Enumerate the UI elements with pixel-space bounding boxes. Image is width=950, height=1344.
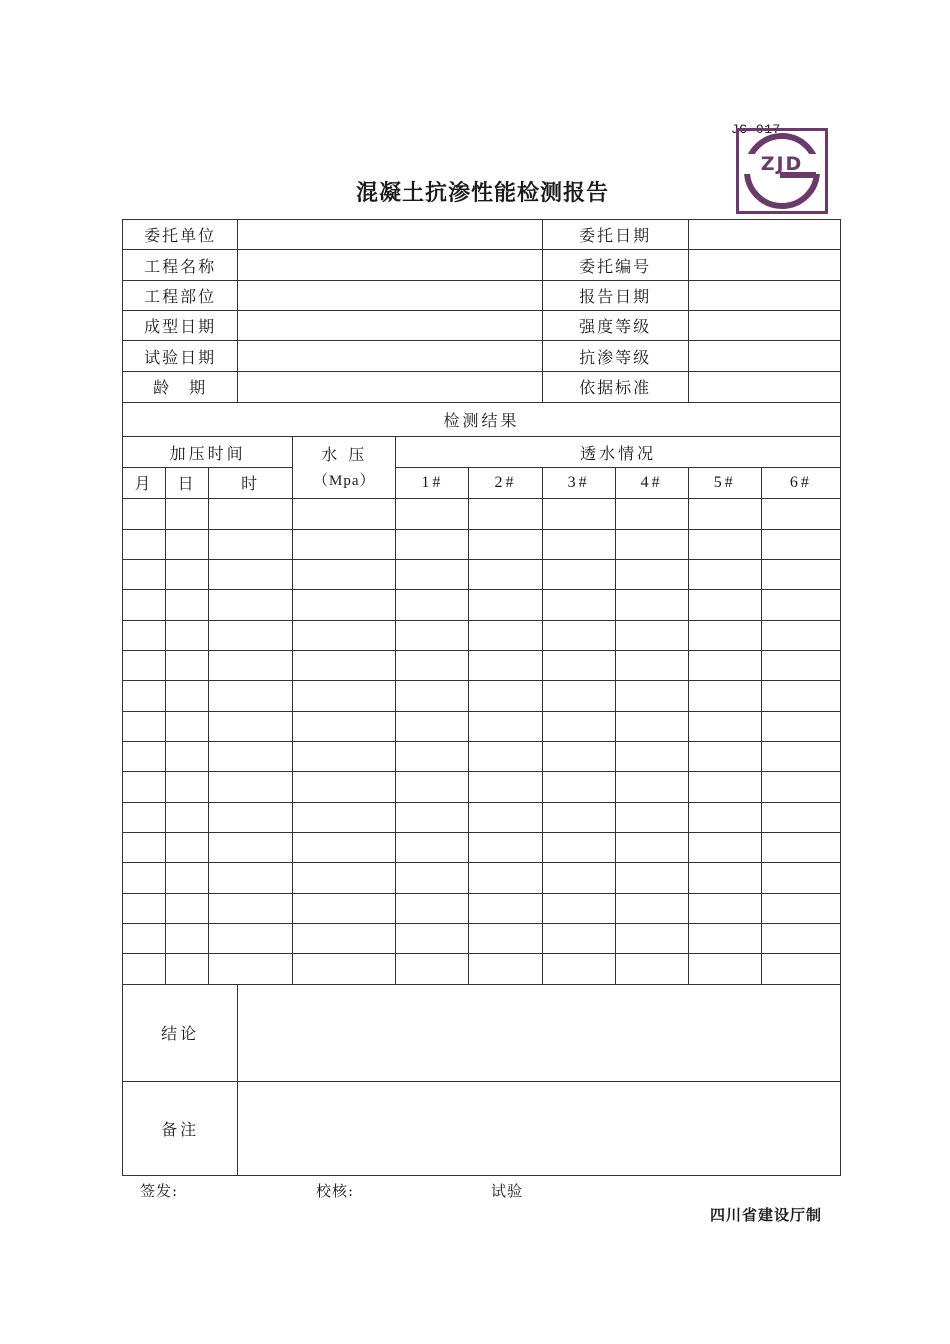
result-cell[interactable] [209,559,293,589]
form-code: JC-017 [731,122,781,137]
specimen-header: 3# [542,467,615,498]
result-cell[interactable] [469,832,542,862]
label-report-date: 报告日期 [542,280,688,310]
label-age: 龄 期 [123,371,238,402]
remarks-label: 备注 [123,1081,238,1175]
result-cell[interactable] [615,559,688,589]
result-cell[interactable] [396,923,469,953]
result-cell[interactable] [761,772,840,802]
logo-text: ZJD [760,153,804,175]
conclusion-value[interactable] [238,984,841,1081]
result-cell[interactable] [688,620,761,650]
result-cell[interactable] [469,772,542,802]
result-data-row [123,923,841,953]
result-cell[interactable] [469,711,542,741]
result-cell[interactable] [469,620,542,650]
result-cell[interactable] [615,954,688,984]
result-cell[interactable] [123,499,166,529]
value-commission-date[interactable] [688,220,840,250]
value-commission-no[interactable] [688,250,840,280]
result-data-row [123,620,841,650]
result-cell[interactable] [123,893,166,923]
result-cell[interactable] [761,863,840,893]
result-cell[interactable] [396,954,469,984]
result-cell[interactable] [166,954,209,984]
seepage-header: 透水情况 [396,437,841,467]
result-cell[interactable] [209,620,293,650]
result-cell[interactable] [166,650,209,680]
result-cell[interactable] [293,559,396,589]
result-cell[interactable] [688,954,761,984]
result-cell[interactable] [542,772,615,802]
result-cell[interactable] [293,893,396,923]
result-cell[interactable] [396,590,469,620]
result-data-row [123,529,841,559]
result-cell[interactable] [761,499,840,529]
result-cell[interactable] [542,529,615,559]
result-cell[interactable] [209,802,293,832]
info-row [123,311,841,341]
result-cell[interactable] [209,741,293,771]
result-cell[interactable] [542,832,615,862]
result-cell[interactable] [542,559,615,589]
result-cell[interactable] [615,893,688,923]
result-cell[interactable] [209,499,293,529]
info-row [123,220,841,250]
result-cell[interactable] [209,863,293,893]
result-cell[interactable] [209,681,293,711]
specimen-header: 1# [396,467,469,498]
result-cell[interactable] [123,863,166,893]
value-report-date[interactable] [688,280,840,310]
day-header: 日 [166,467,209,498]
result-cell[interactable] [166,802,209,832]
result-cell[interactable] [166,772,209,802]
result-cell[interactable] [166,590,209,620]
value-client[interactable] [238,220,542,250]
result-cell[interactable] [469,650,542,680]
result-cell[interactable] [688,681,761,711]
info-row [123,280,841,310]
result-cell[interactable] [123,650,166,680]
result-cell[interactable] [761,650,840,680]
month-header: 月 [123,467,166,498]
result-data-row [123,681,841,711]
hour-header: 时 [209,467,293,498]
result-cell[interactable] [123,590,166,620]
pressure-time-header: 加压时间 [123,437,293,467]
result-cell[interactable] [293,802,396,832]
result-cell[interactable] [542,863,615,893]
specimen-header: 4# [615,467,688,498]
result-cell[interactable] [615,499,688,529]
result-cell[interactable] [396,499,469,529]
result-cell[interactable] [469,681,542,711]
value-project-part[interactable] [238,280,542,310]
result-cell[interactable] [166,681,209,711]
result-cell[interactable] [542,590,615,620]
result-cell[interactable] [469,529,542,559]
water-pressure-label: 水 压 [321,444,368,464]
result-cell[interactable] [469,590,542,620]
remarks-row [123,1081,841,1175]
result-cell[interactable] [688,893,761,923]
value-test-date[interactable] [238,341,542,371]
info-row [123,250,841,280]
result-cell[interactable] [209,590,293,620]
result-cell[interactable] [123,802,166,832]
result-cell[interactable] [469,863,542,893]
result-cell[interactable] [615,802,688,832]
result-cell[interactable] [396,802,469,832]
result-cell[interactable] [123,832,166,862]
result-cell[interactable] [209,923,293,953]
value-age[interactable] [238,371,542,402]
result-cell[interactable] [293,620,396,650]
result-cell[interactable] [761,681,840,711]
result-cell[interactable] [166,711,209,741]
result-cell[interactable] [688,711,761,741]
result-cell[interactable] [293,863,396,893]
result-data-row [123,954,841,984]
result-cell[interactable] [166,863,209,893]
result-cell[interactable] [293,499,396,529]
result-cell[interactable] [209,529,293,559]
result-cell[interactable] [761,620,840,650]
label-test-date: 试验日期 [123,341,238,371]
result-cell[interactable] [615,681,688,711]
result-cell[interactable] [615,620,688,650]
result-cell[interactable] [166,832,209,862]
result-cell[interactable] [166,741,209,771]
result-cell[interactable] [688,772,761,802]
result-cell[interactable] [615,741,688,771]
result-cell[interactable] [396,832,469,862]
result-cell[interactable] [688,832,761,862]
result-cell[interactable] [293,681,396,711]
result-data-row [123,802,841,832]
result-cell[interactable] [761,590,840,620]
result-cell[interactable] [688,499,761,529]
label-commission-date: 委托日期 [542,220,688,250]
value-project-name[interactable] [238,250,542,280]
result-cell[interactable] [542,741,615,771]
result-cell[interactable] [209,772,293,802]
result-cell[interactable] [469,893,542,923]
result-data-row [123,741,841,771]
result-cell[interactable] [166,923,209,953]
result-cell[interactable] [542,620,615,650]
result-cell[interactable] [166,893,209,923]
result-cell[interactable] [761,923,840,953]
label-project-part: 工程部位 [123,280,238,310]
result-cell[interactable] [469,954,542,984]
result-cell[interactable] [469,559,542,589]
result-cell[interactable] [293,923,396,953]
result-cell[interactable] [123,711,166,741]
result-cell[interactable] [396,559,469,589]
water-pressure-header [293,437,396,499]
result-cell[interactable] [293,741,396,771]
info-row [123,341,841,371]
info-row [123,371,841,402]
result-cell[interactable] [209,954,293,984]
result-cell[interactable] [761,559,840,589]
result-cell[interactable] [123,620,166,650]
result-cell[interactable] [542,923,615,953]
result-cell[interactable] [166,559,209,589]
result-cell[interactable] [293,832,396,862]
result-cell[interactable] [123,954,166,984]
label-impermeability-grade: 抗渗等级 [542,341,688,371]
result-data-row [123,832,841,862]
result-cell[interactable] [396,650,469,680]
result-cell[interactable] [688,741,761,771]
result-cell[interactable] [761,893,840,923]
result-cell[interactable] [761,802,840,832]
result-cell[interactable] [542,499,615,529]
label-client: 委托单位 [123,220,238,250]
issuing-authority: 四川省建设厅制 [710,1206,823,1224]
result-data-row [123,590,841,620]
page-title: 混凝土抗渗性能检测报告 [355,181,609,206]
result-cell[interactable] [123,529,166,559]
result-cell[interactable] [688,863,761,893]
result-cell[interactable] [542,893,615,923]
result-cell[interactable] [123,772,166,802]
result-cell[interactable] [396,863,469,893]
issued-by-label: 签发: [140,1182,179,1200]
result-cell[interactable] [293,711,396,741]
result-cell[interactable] [123,923,166,953]
value-casting-date[interactable] [238,311,542,341]
specimen-header: 2# [469,467,542,498]
result-cell[interactable] [396,529,469,559]
section-row [123,403,841,437]
result-data-row [123,772,841,802]
result-cell[interactable] [542,802,615,832]
result-cell[interactable] [615,923,688,953]
result-cell[interactable] [469,923,542,953]
result-data-row [123,499,841,529]
result-data-row [123,863,841,893]
label-commission-no: 委托编号 [542,250,688,280]
result-cell[interactable] [396,741,469,771]
remarks-value[interactable] [238,1081,841,1175]
result-cell[interactable] [615,590,688,620]
result-cell[interactable] [761,741,840,771]
value-strength-grade[interactable] [688,311,840,341]
result-cell[interactable] [396,772,469,802]
result-cell[interactable] [688,590,761,620]
result-cell[interactable] [688,529,761,559]
result-cell[interactable] [293,772,396,802]
value-standard[interactable] [688,371,840,402]
label-standard: 依据标准 [542,371,688,402]
result-cell[interactable] [761,832,840,862]
result-cell[interactable] [396,681,469,711]
report-table [122,219,841,1176]
results-subheader-row [123,467,841,498]
result-cell[interactable] [688,923,761,953]
tested-by-label: 试验 [491,1182,524,1200]
checked-by-label: 校核: [316,1182,355,1200]
result-data-row [123,711,841,741]
result-cell[interactable] [396,620,469,650]
result-cell[interactable] [542,650,615,680]
result-cell[interactable] [615,832,688,862]
result-cell[interactable] [469,802,542,832]
result-cell[interactable] [123,681,166,711]
result-cell[interactable] [761,529,840,559]
result-cell[interactable] [209,832,293,862]
result-cell[interactable] [615,711,688,741]
result-cell[interactable] [166,529,209,559]
result-cell[interactable] [542,954,615,984]
result-cell[interactable] [688,650,761,680]
conclusion-label: 结论 [123,984,238,1081]
result-cell[interactable] [209,650,293,680]
result-cell[interactable] [615,772,688,802]
value-impermeability-grade[interactable] [688,341,840,371]
result-cell[interactable] [542,711,615,741]
result-cell[interactable] [293,590,396,620]
conclusion-row [123,984,841,1081]
result-cell[interactable] [209,893,293,923]
specimen-header: 6# [761,467,840,498]
label-strength-grade: 强度等级 [542,311,688,341]
result-data-row [123,559,841,589]
result-cell[interactable] [166,620,209,650]
result-cell[interactable] [123,559,166,589]
result-cell[interactable] [542,681,615,711]
specimen-header: 5# [688,467,761,498]
result-cell[interactable] [688,559,761,589]
result-cell[interactable] [209,711,293,741]
result-cell[interactable] [396,711,469,741]
water-pressure-unit: （Mpa） [313,472,376,489]
result-cell[interactable] [761,954,840,984]
result-cell[interactable] [615,529,688,559]
result-cell[interactable] [688,802,761,832]
result-cell[interactable] [615,650,688,680]
results-header-row [123,437,841,467]
label-project-name: 工程名称 [123,250,238,280]
result-cell[interactable] [293,650,396,680]
result-data-row [123,650,841,680]
label-casting-date: 成型日期 [123,311,238,341]
result-cell[interactable] [469,499,542,529]
result-cell[interactable] [293,529,396,559]
result-cell[interactable] [761,711,840,741]
result-cell[interactable] [469,741,542,771]
result-cell[interactable] [166,499,209,529]
result-cell[interactable] [396,893,469,923]
result-cell[interactable] [123,741,166,771]
result-data-row [123,893,841,923]
result-cell[interactable] [615,863,688,893]
results-section-title: 检测结果 [123,403,841,437]
result-cell[interactable] [293,954,396,984]
